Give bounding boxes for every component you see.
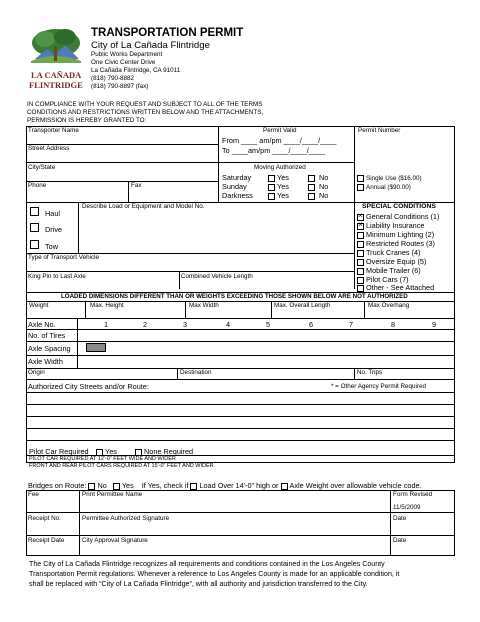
axle-spacing-label: Axle Spacing — [28, 344, 71, 353]
axle-width-row[interactable] — [78, 356, 454, 367]
permittee-signature-field[interactable] — [80, 523, 389, 534]
dimensions-heading: LOADED DIMENSIONS DIFFERENT THAN OR WEIGHTS EXCEEDING THOSE SHOWN BELOW ARE NOT AUTHORIZED — [61, 293, 408, 300]
max-height-label: Max. Height — [90, 302, 124, 309]
permit-valid-from[interactable]: From ____ am/pm ____/____/____ — [222, 136, 337, 145]
org-name: City of La Cañada Flintridge — [91, 40, 210, 51]
no-trips-label: No. Trips — [357, 369, 383, 376]
axle-spacing-shaded-cell — [86, 343, 106, 352]
page-title: TRANSPORTATION PERMIT — [91, 27, 244, 39]
print-name-label: Print Permittee Name — [82, 491, 143, 498]
single-use-option[interactable]: Single Use ($16.00) — [357, 175, 422, 182]
sunday-no-checkbox[interactable] — [308, 184, 315, 191]
condition-liability[interactable]: ×Liability Insurance — [357, 222, 424, 230]
pilot-car-label: Pilot Car Required — [29, 447, 89, 456]
origin-label: Origin — [28, 369, 45, 376]
destination-field[interactable] — [178, 376, 352, 378]
condition-mobile-trailer-checkbox[interactable] — [357, 268, 364, 275]
form-revised-label: Form Revised — [393, 491, 433, 498]
no-tires-row[interactable] — [78, 330, 454, 340]
condition-other-checkbox[interactable] — [357, 285, 364, 292]
fax-label: Fax — [131, 182, 142, 189]
max-length-label: Max. Overall Length — [274, 302, 331, 309]
condition-routes-checkbox[interactable] — [357, 241, 364, 248]
city-date-label: Date — [393, 537, 407, 544]
max-overhang-label: Max Overhang — [368, 302, 410, 309]
condition-liability-checkbox[interactable] — [357, 223, 364, 230]
load-height-checkbox[interactable] — [190, 483, 197, 490]
route-line-1[interactable] — [27, 393, 454, 403]
saturday-no-checkbox[interactable] — [308, 175, 315, 182]
sunday-yes-checkbox[interactable] — [268, 184, 275, 191]
condition-lighting[interactable]: Minimum Lighting (2) — [357, 231, 434, 239]
logo-text-2: FLINTRIDGE — [29, 80, 83, 90]
drive-label: Drive — [45, 225, 63, 234]
receipt-no-field[interactable] — [27, 523, 78, 534]
fee-field[interactable] — [27, 499, 78, 511]
form-revised-date: 11/5/2009 — [393, 504, 421, 511]
pilot-car-note-2: FRONT AND REAR PILOT CARS REQUIRED AT 15'-0" FEET AND WIDER. — [29, 463, 216, 469]
load-height-label: Load Over 14'-0" high or — [199, 481, 279, 490]
receipt-date-label: Receipt Date — [28, 537, 65, 544]
axle-number-2: 2 — [143, 320, 148, 329]
fee-label: Fee — [28, 491, 39, 498]
condition-pilot-cars-checkbox[interactable] — [357, 277, 364, 284]
permit-valid-label: Permit Valid — [263, 127, 297, 134]
permittee-date-field[interactable] — [391, 523, 454, 534]
annual-option[interactable]: Annual ($90.00) — [357, 184, 411, 191]
fax-number: (818) 790-8897 (fax) — [91, 83, 149, 90]
transporter-name-label: Transporter Name — [28, 127, 79, 134]
condition-lighting-checkbox[interactable] — [357, 232, 364, 239]
tow-label: Tow — [45, 242, 58, 251]
bridges-no-checkbox[interactable] — [88, 483, 95, 490]
address-line-1: One Civic Center Drive — [91, 59, 156, 66]
city-state-field[interactable] — [27, 172, 217, 181]
condition-other[interactable]: Other - See Attached — [357, 284, 434, 292]
haul-label: Haul — [45, 209, 61, 218]
pilot-car-yes[interactable]: Yes — [96, 448, 117, 456]
permittee-signature-label: Permittee Authorized Signature — [82, 515, 170, 522]
darkness-yes-checkbox[interactable] — [268, 193, 275, 200]
darkness-label: Darkness — [222, 191, 253, 200]
no-tires-label: No. of Tires — [28, 331, 66, 340]
king-pin-label: King Pin to Last Axle — [28, 273, 86, 280]
axle-number-9: 9 — [432, 320, 437, 329]
axle-number-6: 6 — [309, 320, 314, 329]
axle-number-8: 8 — [391, 320, 396, 329]
intro-line-3: PERMISSION IS HEREBY GRANTED TO: — [27, 117, 147, 124]
drive-checkbox[interactable] — [30, 223, 39, 232]
describe-load-label: Describe Load or Equipment and Model No. — [82, 203, 205, 210]
phone-label: Phone — [28, 182, 47, 189]
phone-number: (818) 790-8882 — [91, 75, 135, 82]
saturday-label: Saturday — [222, 173, 252, 182]
other-agency-note: * = Other Agency Permit Required — [331, 383, 427, 390]
max-width-label: Max Width — [189, 302, 219, 309]
city-signature-field[interactable] — [80, 545, 389, 555]
city-state-label: City/State — [28, 164, 56, 171]
city-signature-label: City Approval Signature — [82, 537, 148, 544]
moving-authorized-label: Moving Authorized — [254, 164, 306, 171]
closing-line-3: shall be replaced with “City of La Cañada Flintridge”, with all authority and jurisdiction transferred to the City. — [29, 580, 368, 588]
pilot-car-note-1: PILOT CAR REQUIRED AT 12'-0" FEET WIDE AND WIDER — [29, 456, 176, 462]
destination-label: Destination — [180, 369, 212, 376]
sunday-yes[interactable]: Yes — [268, 183, 289, 191]
route-line-2[interactable] — [27, 405, 454, 415]
intro-line-1: IN COMPLIANCE WITH YOUR REQUEST AND SUBJECT TO ALL OF THE TERMS — [27, 101, 263, 108]
phone-field[interactable] — [27, 190, 127, 201]
print-name-field[interactable] — [80, 499, 389, 511]
axle-number-4: 4 — [226, 320, 231, 329]
route-line-4[interactable] — [27, 429, 454, 439]
bridges-yes-label: Yes — [121, 481, 134, 490]
haul-checkbox[interactable] — [30, 207, 39, 216]
route-line-3[interactable] — [27, 417, 454, 427]
bridges-check-label: If Yes, check if — [141, 481, 189, 490]
bridges-label: Bridges on Route: — [28, 481, 87, 490]
city-date-field[interactable] — [391, 545, 454, 555]
axle-width-label: Axle Width — [28, 357, 63, 366]
condition-cranes-checkbox[interactable] — [357, 250, 364, 257]
no-trips-field[interactable] — [356, 376, 454, 378]
condition-oversize-checkbox[interactable] — [357, 259, 364, 266]
single-use-checkbox[interactable] — [357, 175, 364, 182]
closing-line-2: Transportation Permit regulations. Whenever a reference to Los Angeles County is made for an applicable condition, it — [29, 570, 400, 578]
bridges-no-label: No — [97, 481, 107, 490]
condition-cranes[interactable]: Truck Cranes (4) — [357, 249, 420, 257]
intro-line-2: CONDITIONS AND RESTRICTIONS WRITTEN BELOW AND THE ATTACHMENTS, — [27, 109, 264, 116]
receipt-no-label: Receipt No. — [28, 515, 61, 522]
vehicle-type-field[interactable] — [27, 262, 353, 271]
closing-line-1: The City of La Cañada Flintridge recognizes all requirements and conditions contained in the Los Angeles County — [29, 560, 385, 568]
city-logo — [27, 27, 85, 93]
permit-number-label: Permit Number — [358, 127, 401, 134]
permittee-date-label: Date — [393, 515, 407, 522]
condition-routes[interactable]: Restricted Routes (3) — [357, 240, 435, 248]
dept-name: Public Works Department — [91, 51, 163, 58]
receipt-date-field[interactable] — [27, 545, 78, 555]
axle-number-3: 3 — [183, 320, 188, 329]
address-line-2: La Cañada Flintridge, CA 91011 — [91, 67, 181, 74]
saturday-no[interactable]: No — [308, 174, 328, 182]
sunday-label: Sunday — [222, 182, 247, 191]
sunday-no[interactable]: No — [308, 183, 328, 191]
saturday-yes-checkbox[interactable] — [268, 175, 275, 182]
condition-pilot-cars[interactable]: Pilot Cars (7) — [357, 276, 409, 284]
condition-oversize[interactable]: Oversize Equip (5) — [357, 258, 426, 266]
king-pin-field[interactable] — [27, 280, 177, 289]
describe-load-field[interactable] — [80, 211, 352, 251]
darkness-no[interactable]: No — [308, 192, 328, 200]
special-conditions-title: SPECIAL CONDITIONS — [362, 203, 436, 210]
combined-length-label: Combined Vehicle Length — [181, 273, 253, 280]
pilot-car-none[interactable]: None Required — [135, 448, 193, 456]
permit-valid-to[interactable]: To ____am/pm ____/____/____ — [222, 146, 326, 155]
axle-number-7: 7 — [349, 320, 354, 329]
street-address-field[interactable] — [27, 152, 217, 162]
combined-length-field[interactable] — [180, 280, 352, 289]
annual-checkbox[interactable] — [357, 184, 364, 191]
axle-weight-checkbox[interactable] — [281, 483, 288, 490]
axle-number-5: 5 — [266, 320, 271, 329]
condition-mobile-trailer[interactable]: Mobile Trailer (6) — [357, 267, 421, 275]
axle-spacing-row[interactable] — [108, 342, 454, 354]
permit-number-field[interactable] — [356, 136, 454, 170]
authorized-streets-label: Authorized City Streets and/or Route: — [28, 382, 149, 391]
saturday-yes[interactable]: Yes — [268, 174, 289, 182]
fax-field[interactable] — [130, 190, 216, 201]
logo-text-1: LA CAÑADA — [31, 70, 82, 80]
weight-label: Weight — [29, 302, 49, 309]
axle-weight-label: Axle Weight over allowable vehicle code. — [289, 481, 422, 490]
darkness-no-checkbox[interactable] — [308, 193, 315, 200]
axle-no-label: Axle No. — [28, 320, 56, 329]
vehicle-type-label: Type of Transport Vehicle — [28, 254, 100, 261]
street-address-label: Street Address — [28, 145, 70, 152]
axle-number-1: 1 — [104, 320, 109, 329]
origin-field[interactable] — [27, 376, 175, 378]
tow-checkbox[interactable] — [30, 240, 39, 249]
bridges-on-route — [28, 482, 422, 490]
condition-general[interactable]: ×General Conditions (1) — [357, 213, 439, 221]
darkness-yes[interactable]: Yes — [268, 192, 289, 200]
transporter-name-field[interactable] — [27, 134, 217, 144]
bridges-yes-checkbox[interactable] — [113, 483, 120, 490]
